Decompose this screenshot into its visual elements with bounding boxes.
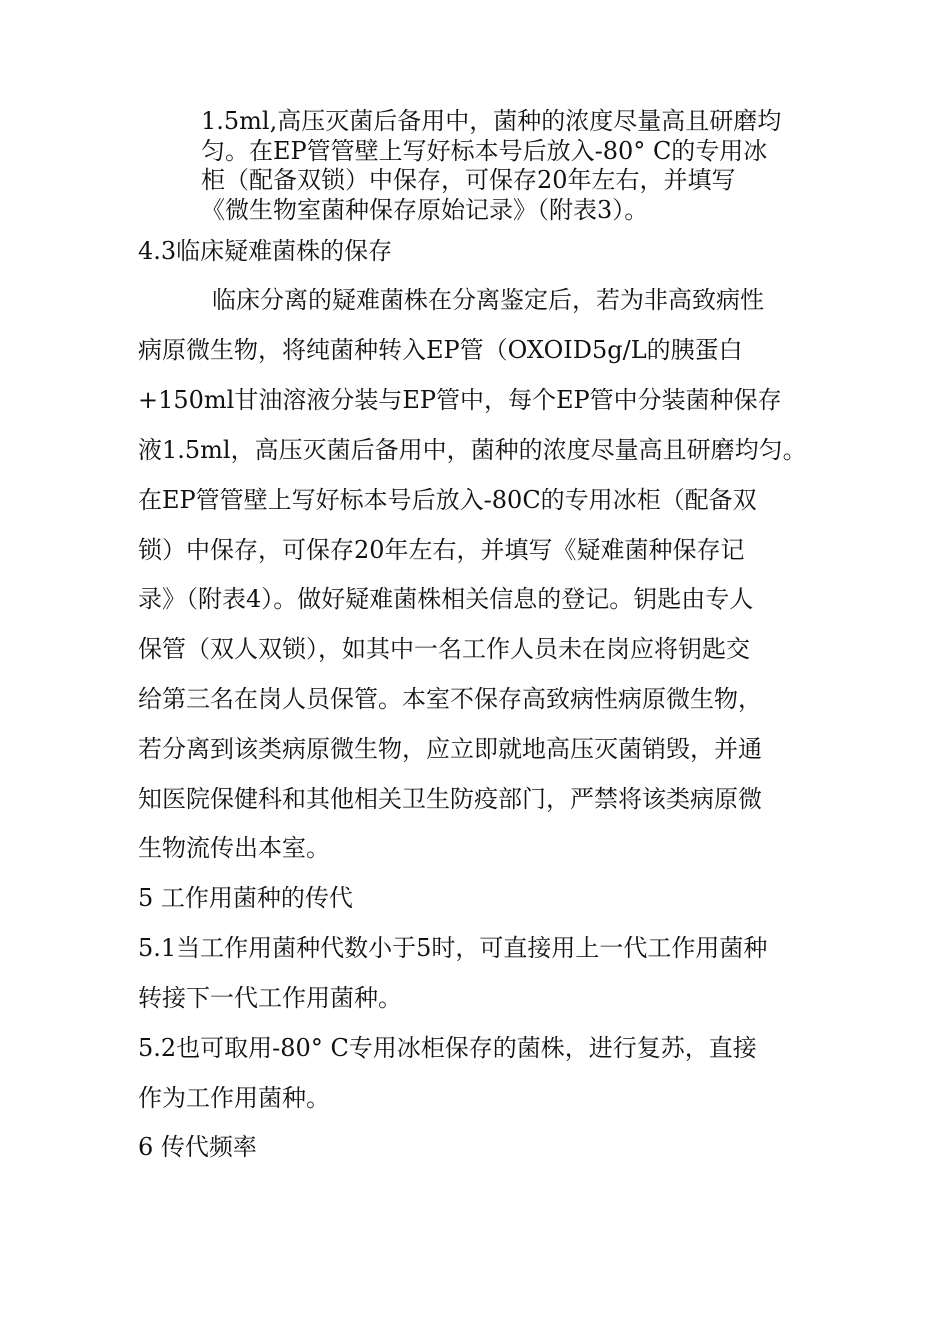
text-line: 临床分离的疑难菌株在分离鉴定后，若为非高致病性 <box>212 286 764 314</box>
text-line: 液1.5ml，高压灭菌后备用中，菌种的浓度尽量高且研磨均匀。 <box>138 436 807 464</box>
text-line: +150ml甘油溶液分装与EP管中，每个EP管中分装菌种保存 <box>138 386 782 414</box>
text-line: 5.2也可取用-80° C专用冰柜保存的菌株，进行复苏，直接 <box>138 1034 757 1062</box>
text-line: 柜（配备双锁）中保存，可保存20年左右，并填写 <box>201 166 736 194</box>
text-line: 在EP管管壁上写好标本号后放入-80C的专用冰柜（配备双 <box>138 486 757 514</box>
text-line: 生物流传出本室。 <box>138 834 330 862</box>
text-line: 匀。在EP管管壁上写好标本号后放入-80° C的专用冰 <box>201 137 768 165</box>
text-line: 给第三名在岗人员保管。本室不保存高致病性病原微生物， <box>138 685 762 713</box>
text-line: 1.5ml,高压灭菌后备用中，菌种的浓度尽量高且研磨均 <box>201 107 782 135</box>
text-line: 录》（附表4）。做好疑难菌株相关信息的登记。钥匙由专人 <box>138 585 754 613</box>
text-line: 作为工作用菌种。 <box>138 1084 330 1112</box>
section-heading-5: 5 工作用菌种的传代 <box>138 884 353 912</box>
text-line: 转接下一代工作用菌种。 <box>138 984 402 1012</box>
text-line: 病原微生物，将纯菌种转入EP管（OXOID5g/L的胰蛋白 <box>138 336 743 364</box>
text-line: 《微生物室菌种保存原始记录》（附表3）。 <box>201 196 649 224</box>
section-heading-6: 6 传代频率 <box>138 1133 257 1161</box>
text-line: 保管（双人双锁），如其中一名工作人员未在岗应将钥匙交 <box>138 635 750 663</box>
text-line: 知医院保健科和其他相关卫生防疫部门，严禁将该类病原微 <box>138 785 762 813</box>
section-heading-4-3: 4.3临床疑难菌株的保存 <box>138 237 393 265</box>
text-line: 5.1当工作用菌种代数小于5时，可直接用上一代工作用菌种 <box>138 934 768 962</box>
text-line: 锁）中保存，可保存20年左右，并填写《疑难菌种保存记 <box>138 536 745 564</box>
text-line: 若分离到该类病原微生物，应立即就地高压灭菌销毁，并通 <box>138 735 762 763</box>
